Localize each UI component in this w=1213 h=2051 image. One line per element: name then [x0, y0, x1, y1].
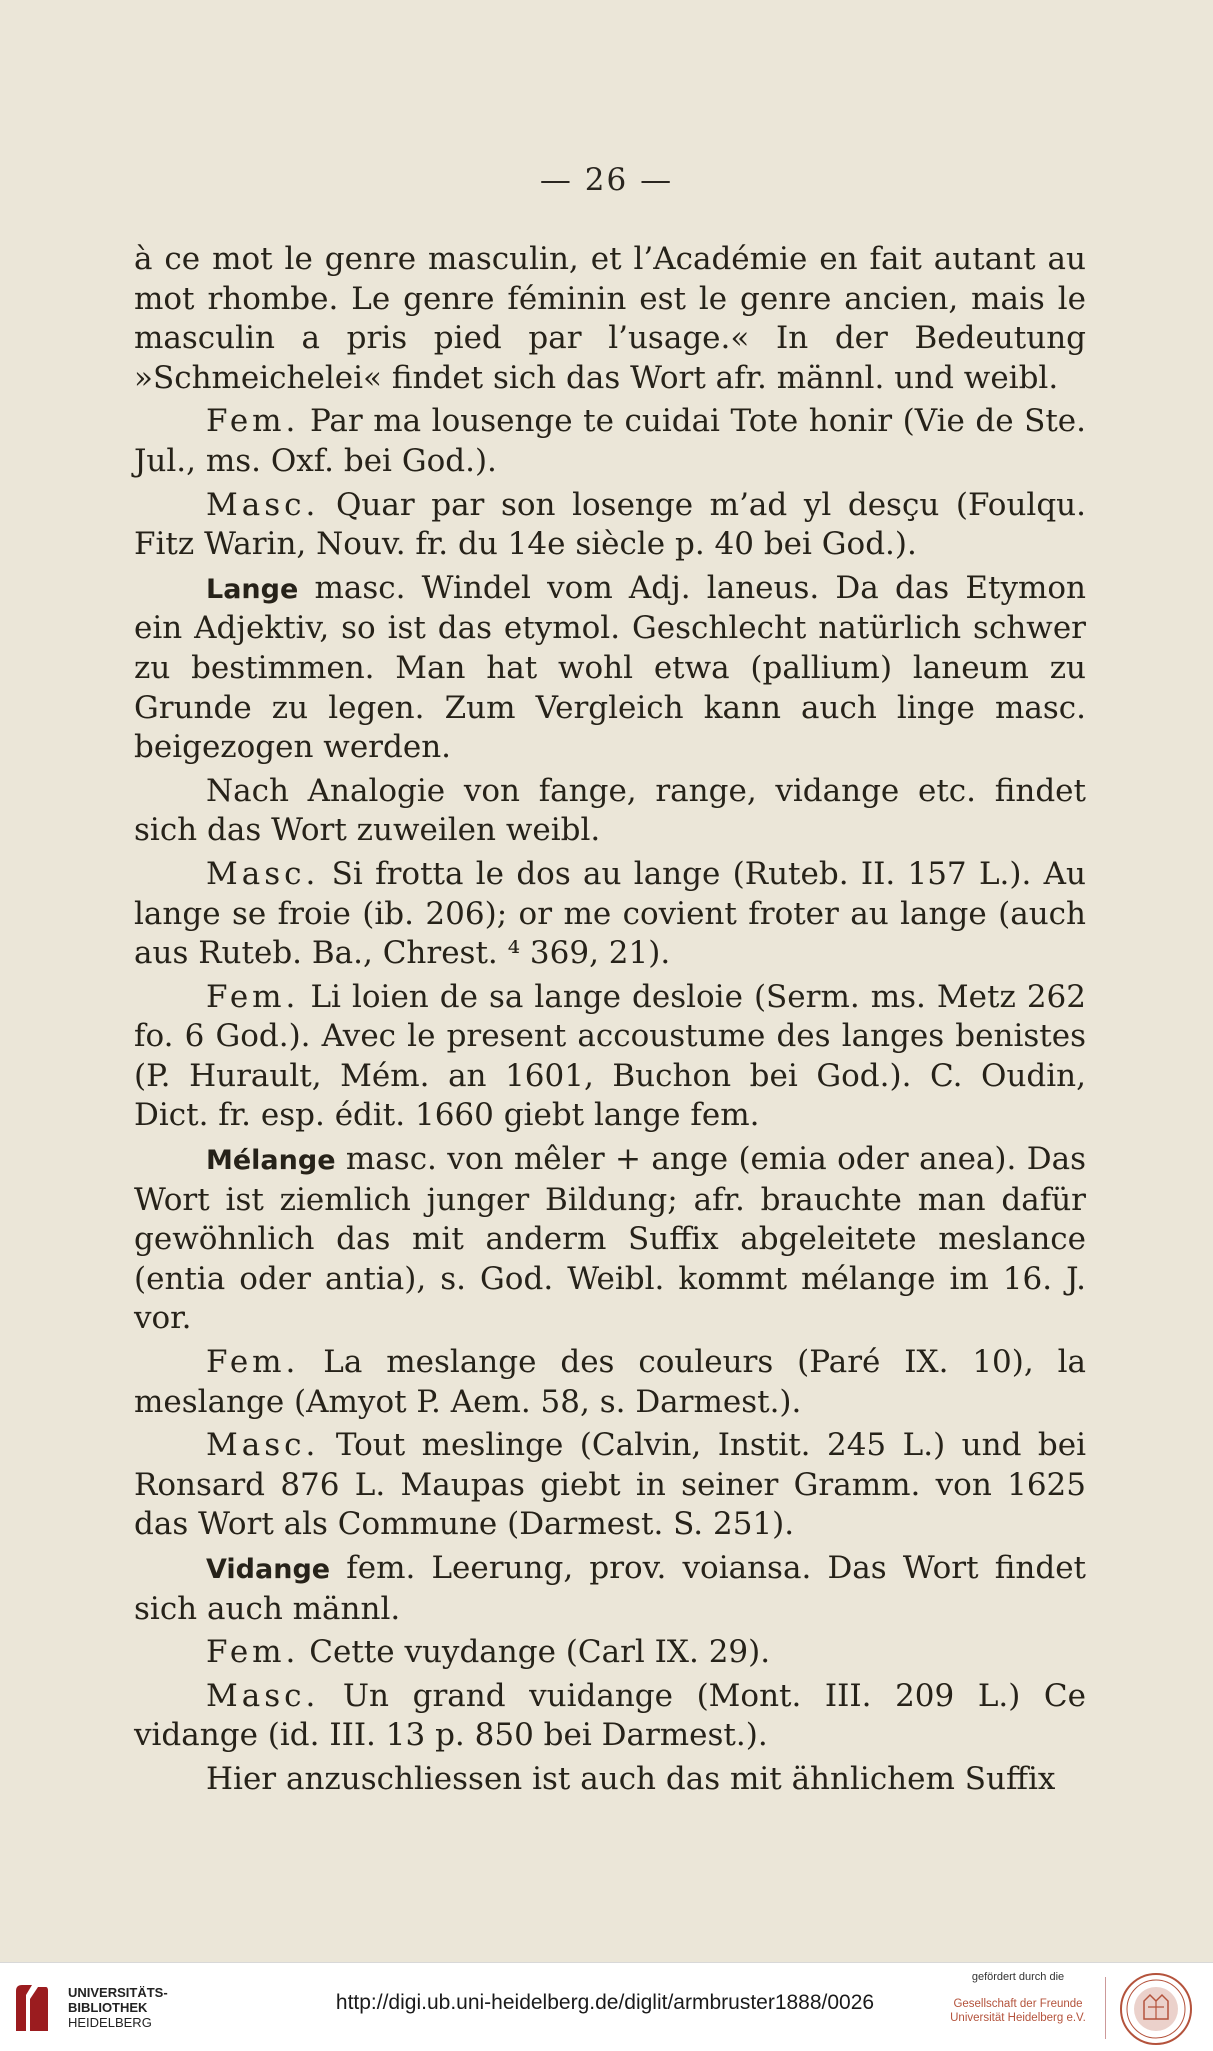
page-number: — 26 —: [539, 162, 674, 198]
lemma-melange: Mélange: [206, 1145, 336, 1177]
paragraph-lange: Lange masc. Windel vom Adj. laneus. Da das Etymon ein Adjektiv, so ist das etymol. Geschlecht natürlich schwer zu bestimmen. Man hat wohl etwa (pallium) laneum zu Grunde zu legen. Zum Vergleich kann auch linge masc. beigezogen werden.: [134, 569, 1086, 766]
paragraph-6: Masc. Si frotta le dos au lange (Ruteb. II. 157 L.). Au lange se froie (ib. 206); or me covient froter au lange (auch aus Ruteb. Ba., Chrest. ⁴ 369, 21).: [134, 855, 1086, 972]
permalink-url[interactable]: http://digi.ub.uni-heidelberg.de/diglit/armbruster1888/0026: [335, 1991, 875, 2014]
paragraph-3: Masc. Quar par son losenge m’ad yl desçu (Foulqu. Fitz Warin, Nouv. fr. du 14e siècle p. 40 bei God.).: [134, 486, 1086, 563]
paragraph-13: Masc. Un grand vuidange (Mont. III. 209 L.) Ce vidange (id. III. 13 p. 850 bei Darmest.).: [134, 1677, 1086, 1754]
paragraph-9: Fem. La meslange des couleurs (Paré IX. 10), la meslange (Amyot P. Aem. 58, s. Darmest.).: [134, 1344, 1086, 1420]
body-text: [134, 240, 1086, 1800]
sponsor-divider: [1105, 1977, 1106, 2039]
paragraph-14: Hier anzuschliessen ist auch das mit ähnlichem Suffix: [206, 1760, 1056, 1797]
university-seal-icon: [1118, 1971, 1194, 2047]
university-library-logo-icon: [12, 1981, 52, 2035]
paragraph-5: Nach Analogie von fange, range, vidange etc. findet sich das Wort zuweilen weibl.: [134, 772, 1086, 849]
digitization-footer: [0, 1962, 1213, 2051]
library-name: UNIVERSITÄTS- BIBLIOTHEK HEIDELBERG: [68, 1985, 168, 2030]
paragraph-2: Fem. Par ma lousenge te cuidai Tote honir (Vie de Ste. Jul., ms. Oxf. bei God.).: [134, 403, 1086, 479]
paragraph-1: à ce mot le genre masculin, et l’Académie en fait autant au mot rhombe. Le genre féminin est le genre ancien, mais le masculin a pris pied par l’usage.« In der Bedeutung »Schmeichelei« findet sich das Wort afr. männl. und weibl.: [134, 241, 1086, 396]
paragraph-7: Fem. Li loien de sa lange desloie (Serm. ms. Metz 262 fo. 6 God.). Avec le present accoustume des langes benistes (P. Hurault, Mém. an 1601, Buchon bei God.). C. Oudin, Dict. fr. esp. édit. 1660 giebt lange fem.: [134, 978, 1086, 1134]
paragraph-12: Fem. Cette vuydange (Carl IX. 29).: [206, 1634, 771, 1671]
paragraph-vidange: Vidange fem. Leerung, prov. voiansa. Das Wort findet sich auch männl.: [134, 1550, 1086, 1627]
lemma-lange: Lange: [206, 573, 299, 605]
lemma-vidange: Vidange: [206, 1554, 331, 1585]
sponsor-credit: gefördert durch die Gesellschaft der Freunde Universität Heidelberg e.V.: [950, 1971, 1086, 2024]
paragraph-melange: Mélange masc. von mêler + ange (emia oder anea). Das Wort ist ziemlich junger Bildung; afr. brauchte man dafür gewöhnlich das mit anderm Suffix abgeleitete meslance (entia oder antia), s. God. Weibl. kommt mélange im 16. J. vor.: [134, 1141, 1086, 1337]
paragraph-10: Masc. Tout meslinge (Calvin, Instit. 245 L.) und bei Ronsard 876 L. Maupas giebt in seiner Gramm. von 1625 das Wort als Commune (Darmest. S. 251).: [134, 1427, 1086, 1543]
